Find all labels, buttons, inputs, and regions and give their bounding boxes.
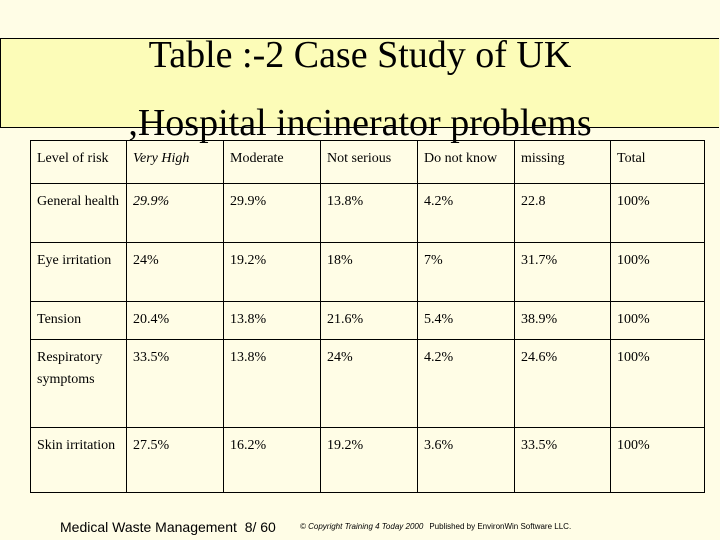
table-cell: 24% <box>321 340 418 428</box>
table-cell: 24.6% <box>515 340 611 428</box>
table-cell: 27.5% <box>127 428 224 493</box>
table-row <box>31 428 705 493</box>
table-row <box>31 184 705 243</box>
table-cell: 19.2% <box>224 243 321 302</box>
footer-title: Medical Waste Management <box>60 519 237 535</box>
header-cell: Moderate <box>224 141 321 184</box>
header-cell: missing <box>515 141 611 184</box>
table-cell: 21.6% <box>321 302 418 340</box>
table-cell: 100% <box>611 340 705 428</box>
table-cell: 19.2% <box>321 428 418 493</box>
slide-title: Table :-2 Case Study of UK <box>148 34 572 76</box>
header-cell: Do not know <box>418 141 515 184</box>
row-label: Respiratory symptoms <box>31 340 127 428</box>
copyright-text: © Copyright Training 4 Today 2000 <box>300 522 424 531</box>
case-study-table <box>30 140 705 493</box>
header-cell: Not serious <box>321 141 418 184</box>
row-label: Eye irritation <box>31 243 127 302</box>
page-number: 8/ 60 <box>244 519 276 535</box>
header-cell: Total <box>611 141 705 184</box>
table-cell: 13.8% <box>321 184 418 243</box>
table-cell: 18% <box>321 243 418 302</box>
table-cell: 100% <box>611 243 705 302</box>
footer-slide-label <box>60 518 276 536</box>
table-cell: 13.8% <box>224 302 321 340</box>
table-header-row <box>31 141 705 184</box>
table-cell: 100% <box>611 428 705 493</box>
table-row <box>31 340 705 428</box>
table-cell: 33.5% <box>515 428 611 493</box>
table-cell: 7% <box>418 243 515 302</box>
footer-copyright <box>300 521 571 533</box>
header-cell: Very High <box>127 141 224 184</box>
table-cell: 4.2% <box>418 340 515 428</box>
table-row <box>31 243 705 302</box>
table-cell: 38.9% <box>515 302 611 340</box>
row-label: Skin irritation <box>31 428 127 493</box>
row-label: General health <box>31 184 127 243</box>
table-row <box>31 302 705 340</box>
row-label: Tension <box>31 302 127 340</box>
table-cell: 22.8 <box>515 184 611 243</box>
table-cell: 20.4% <box>127 302 224 340</box>
table-cell: 4.2% <box>418 184 515 243</box>
table-cell: 24% <box>127 243 224 302</box>
table-cell: 100% <box>611 302 705 340</box>
table-cell: 100% <box>611 184 705 243</box>
table-cell: 31.7% <box>515 243 611 302</box>
table-cell: 3.6% <box>418 428 515 493</box>
table-cell: 33.5% <box>127 340 224 428</box>
table-cell: 5.4% <box>418 302 515 340</box>
table-cell: 16.2% <box>224 428 321 493</box>
publisher-text: Published by EnvironWin Software LLC. <box>429 522 572 531</box>
slide-title-continued: ,Hospital incinerator problems <box>128 102 592 144</box>
table-cell: 29.9% <box>127 184 224 243</box>
table-cell: 29.9% <box>224 184 321 243</box>
header-cell: Level of risk <box>31 141 127 184</box>
table-cell: 13.8% <box>224 340 321 428</box>
